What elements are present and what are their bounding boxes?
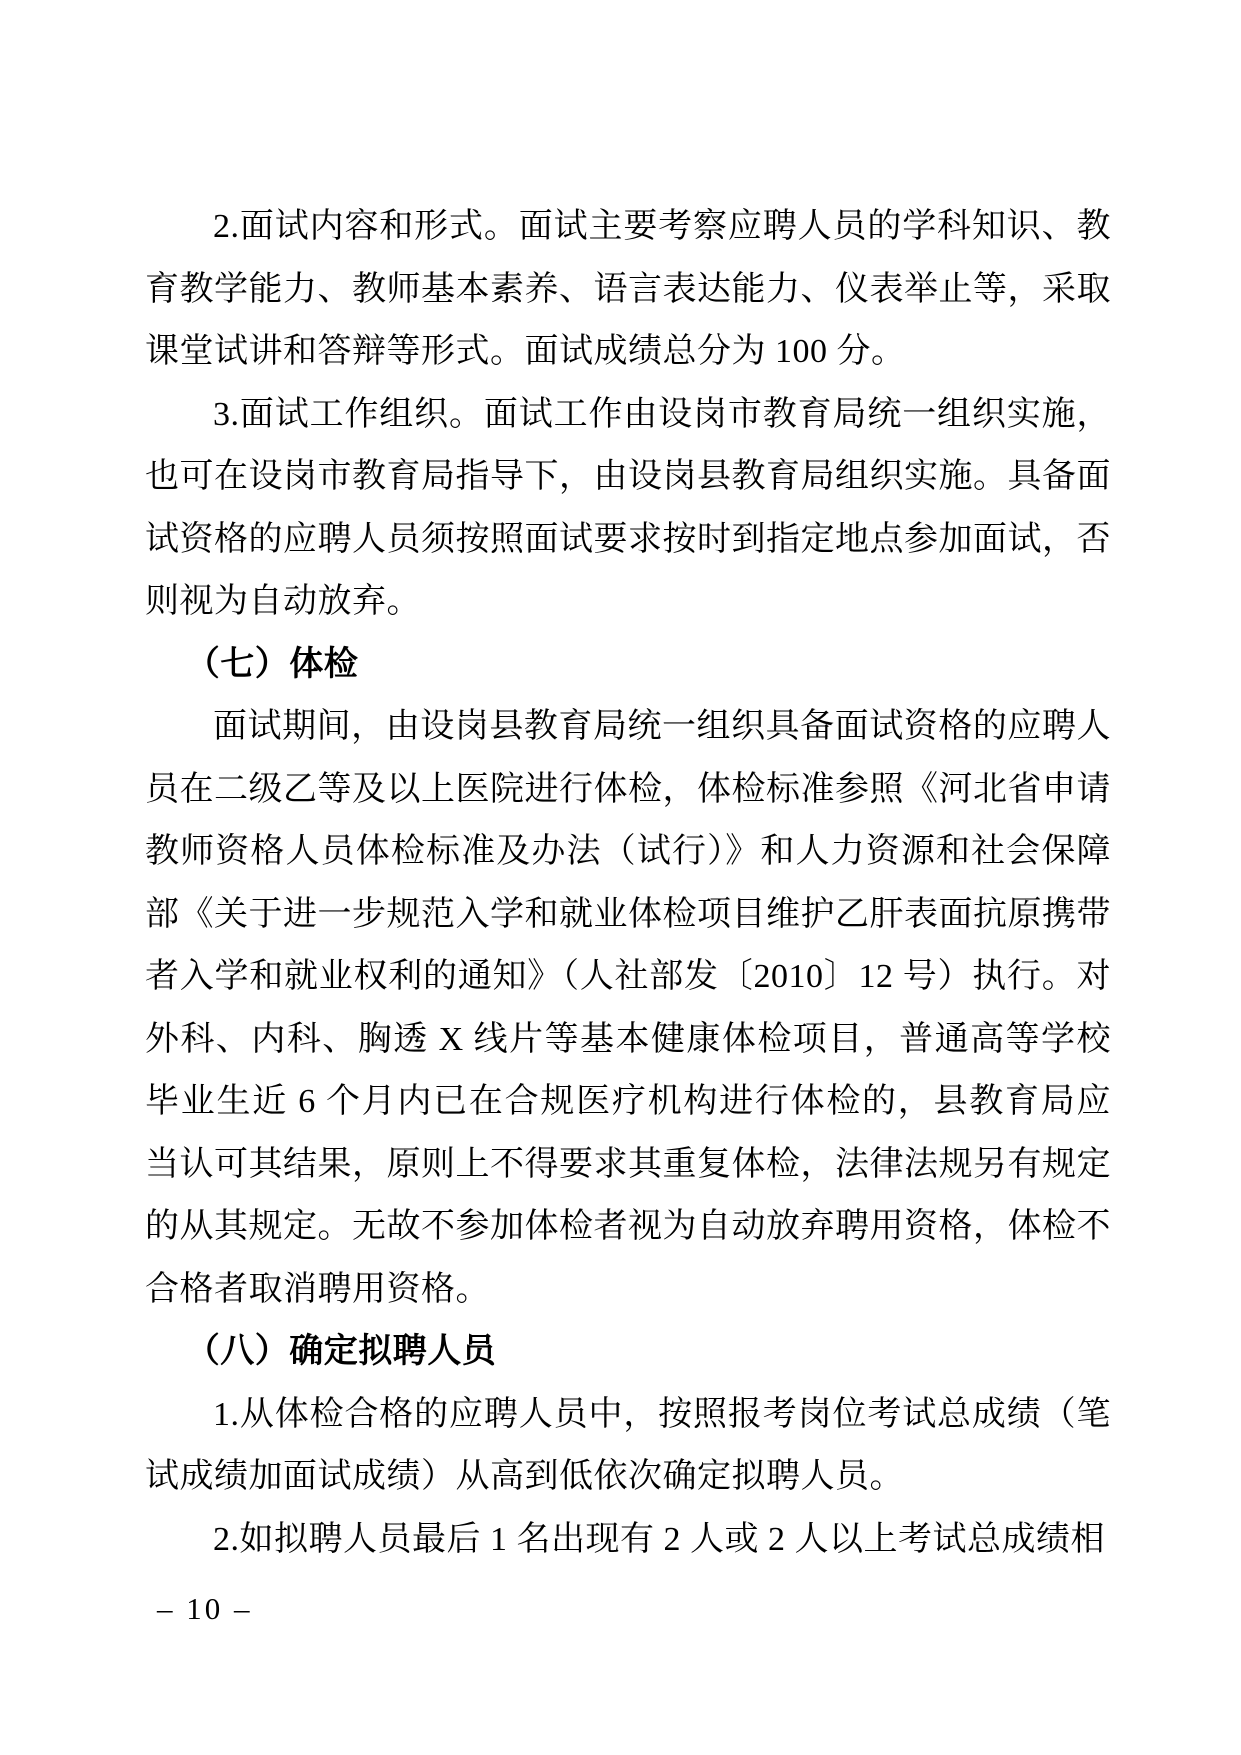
paragraph-physical-exam-details: 面试期间，由设岗县教育局统一组织具备面试资格的应聘人员在二级乙等及以上医院进行体检，体检标准参照《河北省申请教师资格人员体检标准及办法（试行）》和人力资源和社会保障部《关于进一步规范入学和就业体检项目维护乙肝表面抗原携带者入学和就业权利的通知》（人社部发〔2010〕12 号）执行。对外科、内科、胸透 X 线片等基本健康体检项目，普通高等学校毕业生近 6 个月内已在合规医疗机构进行体检的，县教育局应当认可其结果，原则上不得要求其重复体检，法律法规另有规定的从其规定。无故不参加体检者视为自动放弃聘用资格，体检不合格者取消聘用资格。 (145, 708, 1111, 1308)
paragraph-selection-rule-1: 1.从体检合格的应聘人员中，按照报考岗位考试总成绩（笔试成绩加面试成绩）从高到低依次确定拟聘人员。 (145, 1395, 1111, 1495)
document-body (145, 196, 1111, 1571)
section-heading-physical-exam: （七）体检 (185, 645, 359, 683)
page-number: – 10 – (157, 1591, 253, 1626)
section-heading-candidate-selection: （八）确定拟聘人员 (185, 1333, 497, 1370)
paragraph-interview-organization: 3.面试工作组织。面试工作由设岗市教育局统一组织实施，也可在设岗市教育局指导下，由设岗县教育局组织实施。具备面试资格的应聘人员须按照面试要求按时到指定地点参加面试，否则视为自动放弃。 (145, 395, 1111, 620)
paragraph-interview-content: 2.面试内容和形式。面试主要考察应聘人员的学科知识、教育教学能力、教师基本素养、语言表达能力、仪表举止等，采取课堂试讲和答辩等形式。面试成绩总分为 100 分。 (145, 208, 1111, 370)
paragraph-selection-rule-2: 2.如拟聘人员最后 1 名出现有 2 人或 2 人以上考试总成绩相 (213, 1520, 1105, 1558)
